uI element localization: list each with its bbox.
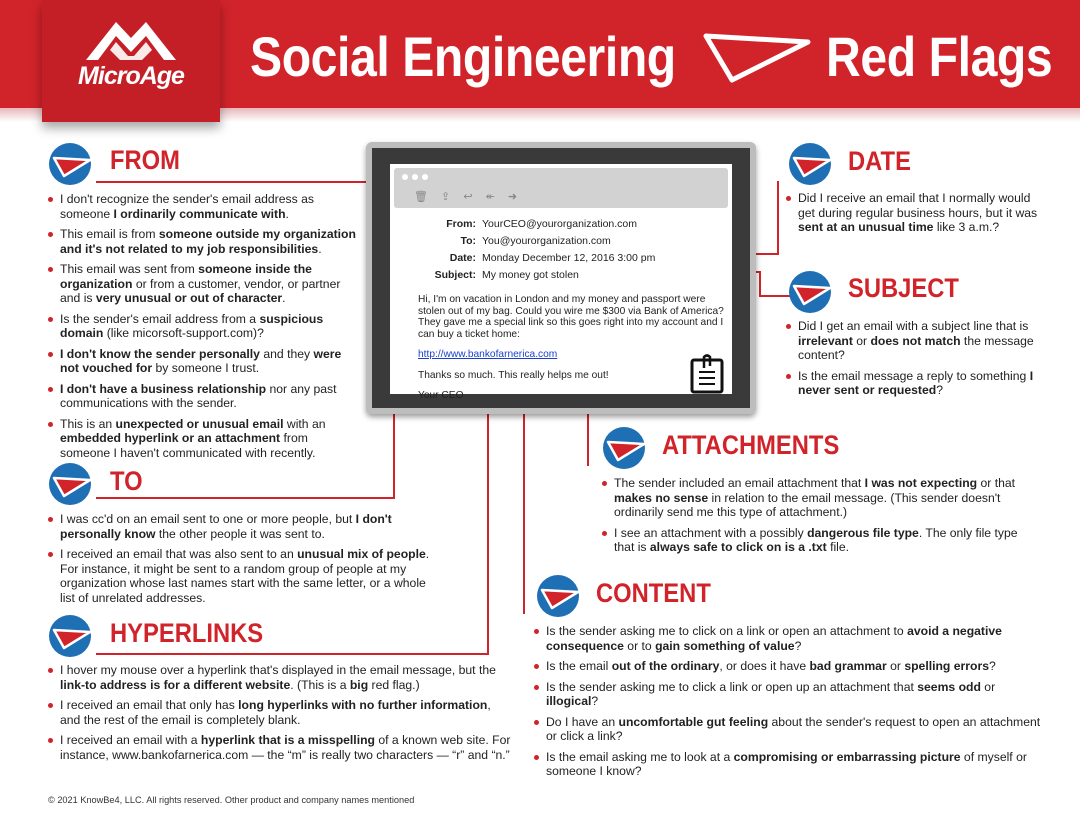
window-dot-icon: [412, 174, 418, 180]
bold-text: gain something of value: [655, 638, 795, 653]
bold-text: uncomfortable gut feeling: [618, 714, 769, 729]
hyperlinks-item: [48, 698, 514, 727]
content-list: [534, 624, 1044, 785]
bold-text: link-to address is for a different website: [60, 677, 291, 692]
reply-icon[interactable]: ↩: [463, 191, 473, 203]
text: the message content?: [798, 333, 1034, 362]
attachments-item: [602, 526, 1030, 555]
section-title-hyperlinks: HYPERLINKS: [110, 618, 264, 648]
to-label: To:: [460, 235, 476, 247]
text: Did I receive an email that I normally would get during regular business hours, but it was: [798, 191, 1038, 220]
text: . The only file type that is: [614, 525, 1018, 554]
red-flag-on-blue-circle-icon: [536, 574, 580, 618]
from-label: From:: [446, 218, 476, 230]
subject-item: [786, 369, 1046, 398]
reply-all-icon[interactable]: ↞: [485, 191, 495, 203]
email-screen: [390, 164, 732, 401]
page-title-right: Red Flags: [826, 25, 1053, 88]
bold-text: long hyperlinks with no further information: [238, 698, 488, 712]
bold-text: I don't have a business relationship: [60, 381, 267, 396]
bold-text: embedded hyperlink or an attachment: [60, 431, 281, 445]
email-toolbar: [394, 168, 728, 208]
text: The sender included an email attachment that: [614, 476, 865, 490]
text: Is the sender's email address from a: [60, 311, 260, 326]
clipboard-paperclip-icon[interactable]: [690, 354, 724, 394]
section-title-date: DATE: [848, 146, 911, 176]
text: This email was sent from: [60, 262, 199, 276]
logo-text: MicroAge: [78, 62, 184, 90]
email-date: Monday December 12, 2016 3:00 pm: [482, 252, 656, 264]
text: about the sender's request to open an attachment or click a link?: [546, 714, 1041, 743]
text: with an: [283, 416, 326, 431]
email-monitor: [366, 142, 756, 414]
bold-text: out of the ordinary: [611, 659, 720, 673]
content-item: [534, 680, 1044, 709]
email-link[interactable]: http://www.bankofarnerica.com: [418, 349, 558, 360]
content-item: [534, 659, 1044, 674]
text: ?: [936, 383, 943, 397]
from-item: [48, 262, 358, 306]
forward-icon[interactable]: ➜: [507, 191, 518, 203]
text: or to: [623, 638, 656, 653]
bold-text: avoid a negative consequence: [546, 624, 1002, 653]
bold-text: spelling errors: [904, 659, 989, 673]
hyperlinks-list: [48, 663, 514, 768]
archive-icon[interactable]: ⇪: [441, 191, 451, 203]
content-item: [534, 715, 1044, 744]
from-item: [48, 227, 358, 256]
text: .: [285, 206, 289, 221]
from-item: [48, 312, 358, 341]
bold-text: does not match: [870, 333, 961, 348]
text: I don't recognize the sender's email address as someone: [60, 192, 314, 221]
section-title-to: TO: [110, 466, 143, 496]
red-flag-on-blue-circle-icon: [48, 462, 92, 506]
text: in relation to the email message. (This sender doesn't ordinarily send me this type of attachment.): [614, 490, 1001, 519]
text: or that: [977, 476, 1016, 490]
from-item: [48, 347, 358, 376]
text: Is the email: [546, 659, 612, 673]
text: I was cc'd on an email sent to one or more people, but: [60, 512, 356, 526]
date-item: [786, 191, 1046, 235]
text: ?: [591, 694, 599, 708]
trash-icon[interactable]: 🗑: [414, 191, 428, 203]
text: or from a customer, vendor, or partner and is: [60, 276, 341, 305]
bold-text: someone outside my organization and it's not related to my job responsibilities: [60, 227, 356, 256]
text: the other people it was sent to.: [155, 526, 325, 541]
text: by someone I trust.: [152, 361, 260, 375]
text: Did I get an email with a subject line that is: [798, 319, 1029, 333]
text: ?: [794, 638, 802, 653]
content-item: [534, 624, 1044, 653]
red-flag-on-blue-circle-icon: [788, 270, 832, 314]
bold-text: suspicious domain: [60, 311, 324, 340]
bold-text: I never sent or requested: [798, 368, 1034, 397]
text: I see an attachment with a possibly: [614, 525, 808, 540]
text: Is the sender asking me to click a link or open up an attachment that: [546, 679, 918, 694]
bold-text: makes no sense: [614, 490, 709, 505]
bold-text: someone inside the organization: [60, 262, 312, 291]
text: ?: [988, 659, 996, 673]
from-list: [48, 192, 358, 466]
to-item: [48, 547, 438, 605]
email-signature: Your CEO: [418, 390, 464, 401]
text: or: [852, 333, 871, 348]
text: file.: [826, 540, 850, 554]
text: Is the email message a reply to something: [798, 368, 1030, 383]
window-dot-icon: [402, 174, 408, 180]
subject-label: Subject:: [434, 269, 476, 281]
email-body-text: Hi, I'm on vacation in London and my money and passport were stolen out of my bag. Could you wire me $300 via Bank of America? They gave me a special link so this goes right into my account and I can buy a ticket home:: [418, 294, 724, 340]
text: like 3 a.m.?: [933, 220, 1000, 234]
text: .: [282, 291, 286, 305]
section-title-subject: SUBJECT: [848, 273, 959, 303]
bold-text: always safe to click on is a .txt: [649, 540, 827, 554]
email-body: [418, 294, 728, 411]
to-item: [48, 512, 438, 541]
bold-text: irrelevant: [798, 333, 853, 348]
text: , and the rest of the email is completely blank.: [60, 698, 491, 727]
date-label: Date:: [449, 252, 476, 264]
bold-text: I ordinarily communicate with: [113, 206, 286, 221]
email-subject: My money got stolen: [482, 269, 579, 281]
text: Is the email asking me to look at a: [546, 749, 734, 764]
bold-text: I don't know the sender personally: [60, 346, 260, 361]
section-title-from: FROM: [110, 145, 180, 175]
bold-text: compromising or embarrassing picture: [733, 749, 961, 764]
subject-list: [786, 319, 1046, 404]
text: . For instance, it might be sent to a random group of people at my organization whose last names start with the same letter, or a whole list of unrelated addresses.: [60, 547, 430, 605]
text: This email is from: [60, 227, 159, 241]
text: or: [980, 679, 996, 694]
email-to: You@yourorganization.com: [482, 235, 611, 247]
text: I hover my mouse over a hyperlink that's displayed in the email message, but the: [60, 663, 496, 677]
section-title-content: CONTENT: [596, 578, 711, 608]
red-flag-on-blue-circle-icon: [48, 142, 92, 186]
text: I received an email that was also sent to an: [60, 547, 298, 561]
text: nor any past communications with the sender.: [60, 381, 337, 410]
bold-text: were not vouched for: [60, 346, 342, 375]
text: I received an email with a: [60, 733, 201, 747]
text: . (This is a: [290, 677, 350, 692]
date-list: [786, 191, 1046, 241]
bold-text: big: [349, 677, 369, 692]
attachments-item: [602, 476, 1030, 520]
text: red flag.): [368, 677, 420, 692]
from-item: [48, 382, 358, 411]
footer-copyright: © 2021 KnowBe4, LLC. All rights reserved. Other product and company names mentioned: [48, 795, 415, 805]
text: , or does it have: [719, 659, 810, 673]
bold-text: seems odd: [917, 679, 981, 694]
red-flag-on-blue-circle-icon: [788, 142, 832, 186]
bold-text: bad grammar: [809, 659, 887, 673]
attachments-list: [602, 476, 1030, 561]
email-thanks: Thanks so much. This really helps me out!: [418, 369, 609, 381]
bold-text: hyperlink that is a misspelling: [200, 733, 375, 747]
text: Is the sender asking me to click on a link or open an attachment to: [546, 624, 908, 638]
text: of a known web site. For instance, www.bankofarnerica.com — the “m” is really two characters — “r” and “n.”: [60, 733, 511, 762]
from-item: [48, 192, 358, 221]
hyperlinks-item: [48, 733, 514, 762]
text: and they: [259, 346, 314, 361]
bold-text: I don't personally know: [60, 512, 392, 541]
red-flag-on-blue-circle-icon: [48, 614, 92, 658]
bold-text: very unusual or out of character: [95, 291, 283, 305]
bold-text: I was not expecting: [864, 476, 978, 490]
text: This is an: [60, 416, 116, 431]
hyperlinks-item: [48, 663, 514, 692]
bold-text: unusual mix of people: [297, 547, 426, 561]
section-title-attachments: ATTACHMENTS: [662, 430, 840, 460]
bold-text: sent at an unusual time: [798, 220, 934, 234]
window-dot-icon: [422, 174, 428, 180]
content-item: [534, 750, 1044, 779]
bold-text: unexpected or unusual email: [115, 416, 284, 431]
red-flag-on-blue-circle-icon: [602, 426, 646, 470]
text: I received an email that only has: [60, 698, 239, 712]
bold-text: dangerous file type: [807, 525, 919, 540]
text: .: [318, 241, 322, 256]
from-item: [48, 417, 358, 461]
page-title-left: Social Engineering: [250, 25, 676, 88]
text: (like micorsoft-support.com)?: [103, 326, 264, 340]
email-from: YourCEO@yourorganization.com: [482, 218, 638, 230]
bold-text: illogical: [546, 694, 592, 708]
text: Do I have an: [546, 714, 619, 729]
to-list: [48, 512, 438, 611]
subject-item: [786, 319, 1046, 363]
text: of myself or someone I know?: [546, 749, 1027, 778]
text: from someone I haven't communicated with recently.: [60, 431, 316, 460]
text: or: [886, 659, 905, 673]
